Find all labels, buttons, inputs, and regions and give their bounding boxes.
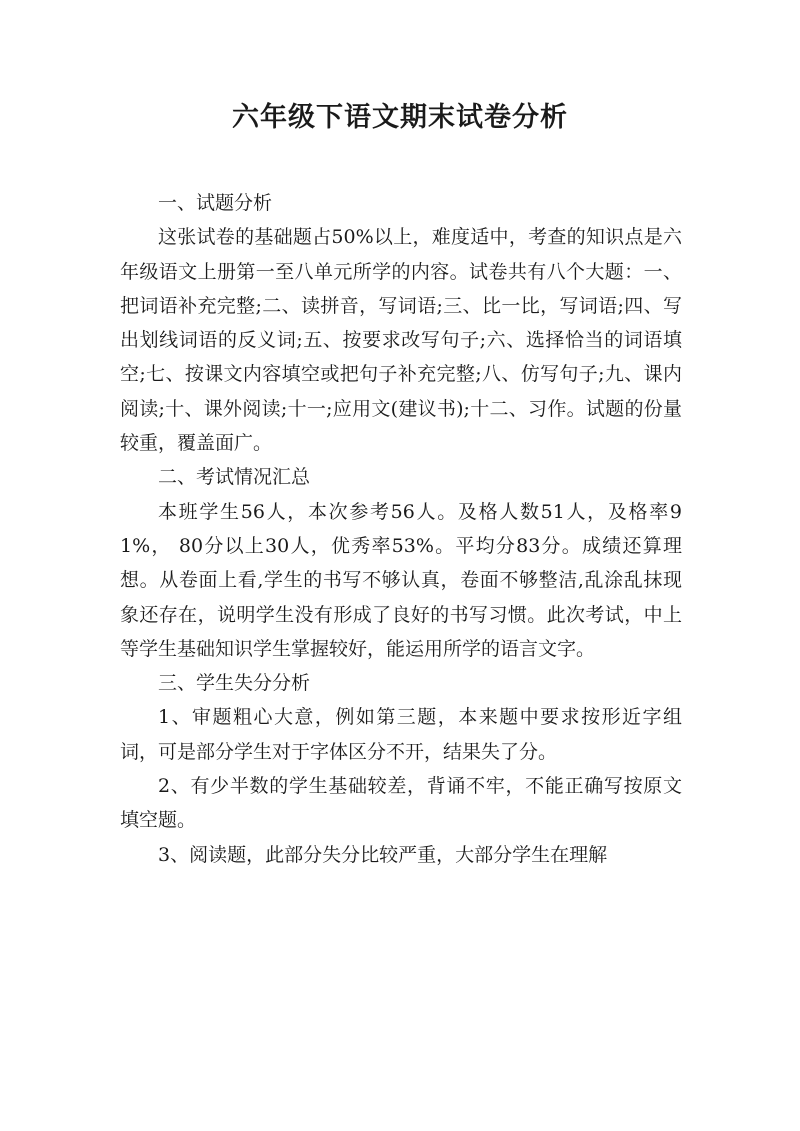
section-heading-2: 二、考试情况汇总 [158, 466, 311, 489]
section-heading-1: 一、试题分析 [158, 192, 273, 214]
paragraph-point-2: 2、有少半数的学生基础较差，背诵不牢，不能正确写按原文填空题。 [120, 775, 682, 832]
page-title: 六年级下语文期末试卷分析 [232, 102, 568, 133]
document-body [120, 186, 682, 872]
paragraph-exam-summary: 本班学生56人，本次参考56人。及格人数51人，及格率91%， 80分以上30人，优秀率53%。平均分83分。成绩还算理想。从卷面上看,学生的书写不够认真，卷面不够整洁,乱涂乱抹现象还存在，说明学生没有形成了良好的书写习惯。此次考试，中上等学生基础知识学生掌握较好，能运用所学的语言文字。 [120, 500, 682, 660]
paragraph-point-1: 1、审题粗心大意，例如第三题，本来题中要求按形近字组词，可是部分学生对于字体区分不开，结果失了分。 [120, 706, 682, 763]
paragraph-exam-analysis: 这张试卷的基础题占50%以上，难度适中，考查的知识点是六年级语文上册第一至八单元所学的内容。试卷共有八个大题：一、把词语补充完整;二、读拼音，写词语;三、比一比，写词语;四、写出划线词语的反义词;五、按要求改写句子;六、选择恰当的词语填空;七、按课文内容填空或把句子补充完整;八、仿写句子;九、课内阅读;十、课外阅读;十一;应用文(建议书);十二、习作。试题的份量较重，覆盖面广。 [120, 226, 682, 455]
paragraph-point-3: 3、阅读题，此部分失分比较严重，大部分学生在理解 [158, 843, 608, 866]
section-heading-3: 三、学生失分分析 [158, 672, 311, 695]
